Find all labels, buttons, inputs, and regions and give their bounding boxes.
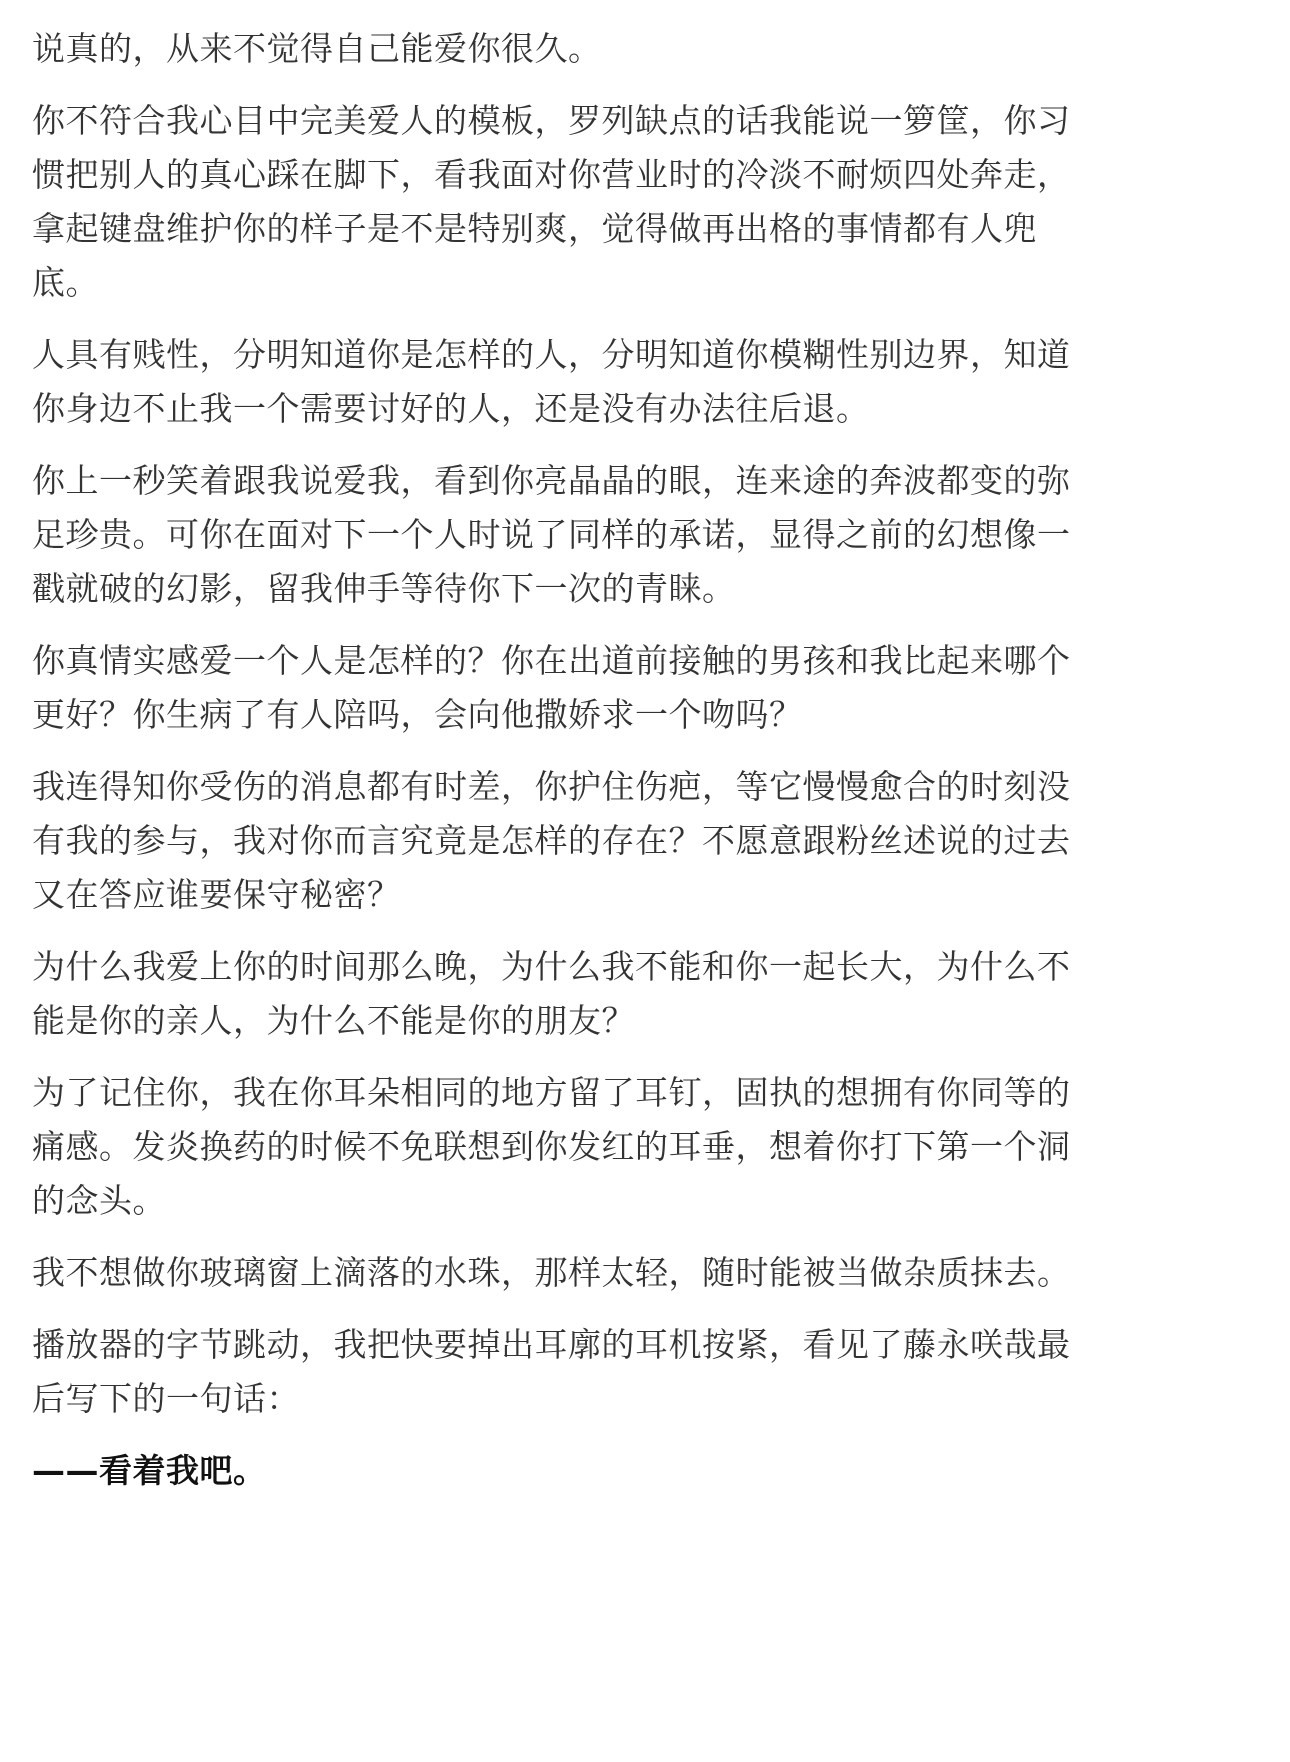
- paragraph-1: 说真的，从来不觉得自己能爱你很久。: [32, 29, 602, 68]
- paragraph-2: 你不符合我心目中完美爱人的模板，罗列缺点的话我能说一箩筐，你习惯把别人的真心踩在脚下，看我面对你营业时的冷淡不耐烦四处奔走，拿起键盘维护你的样子是不是特别爽，觉得做再出格的事情都有人兜底。: [32, 101, 1071, 302]
- paragraph-8: 为了记住你，我在你耳朵相同的地方留了耳钉，固执的想拥有你同等的痛感。发炎换药的时候不免联想到你发红的耳垂，想着你打下第一个洞的念头。: [32, 1073, 1071, 1220]
- paragraph-7: 为什么我爱上你的时间那么晚，为什么我不能和你一起长大，为什么不能是你的亲人，为什么不能是你的朋友？: [32, 947, 1071, 1040]
- paragraph-3: 人具有贱性，分明知道你是怎样的人，分明知道你模糊性别边界，知道你身边不止我一个需要讨好的人，还是没有办法往后退。: [32, 335, 1071, 428]
- closing-line: ——看着我吧。: [32, 1451, 267, 1490]
- paragraph-5: 你真情实感爱一个人是怎样的？你在出道前接触的男孩和我比起来哪个更好？你生病了有人陪吗，会向他撒娇求一个吻吗？: [32, 641, 1071, 734]
- paragraph-4: 你上一秒笑着跟我说爱我，看到你亮晶晶的眼，连来途的奔波都变的弥足珍贵。可你在面对下一个人时说了同样的承诺，显得之前的幻想像一戳就破的幻影，留我伸手等待你下一次的青睐。: [32, 461, 1071, 608]
- paragraph-10: 播放器的字节跳动，我把快要掉出耳廓的耳机按紧，看见了藤永咲哉最后写下的一句话：: [32, 1325, 1071, 1418]
- paragraph-6: 我连得知你受伤的消息都有时差，你护住伤疤，等它慢慢愈合的时刻没有我的参与，我对你而言究竟是怎样的存在？不愿意跟粉丝述说的过去又在答应谁要保守秘密？: [32, 767, 1071, 914]
- article-body: [32, 22, 1092, 1516]
- paragraph-9: 我不想做你玻璃窗上滴落的水珠，那样太轻，随时能被当做杂质抹去。: [32, 1253, 1071, 1292]
